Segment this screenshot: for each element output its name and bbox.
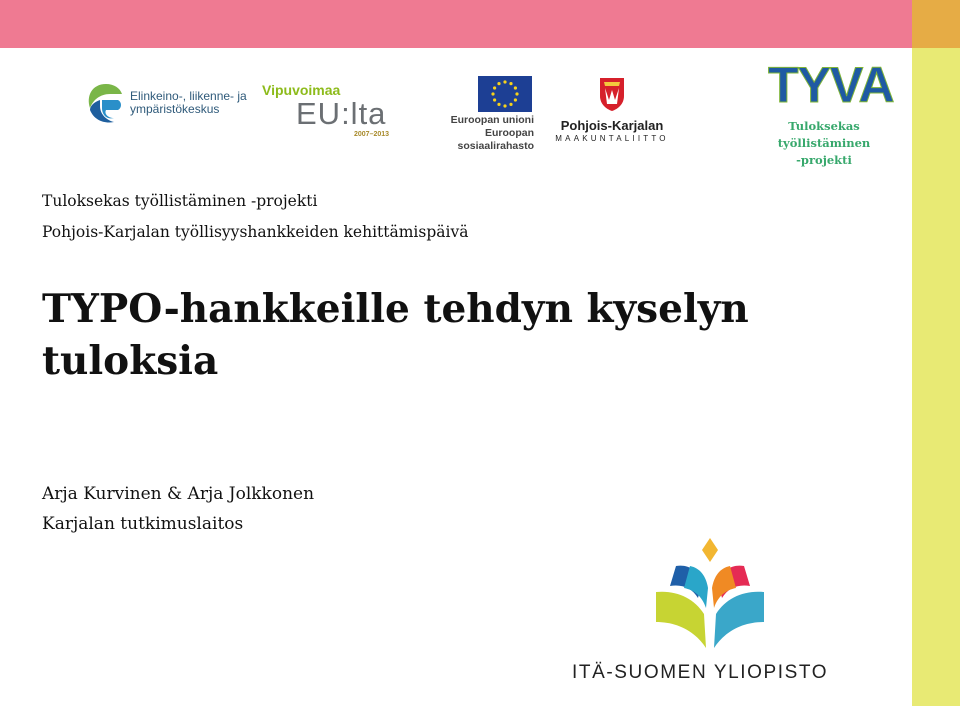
author-names: Arja Kurvinen & Arja Jolkkonen <box>42 484 315 504</box>
pk-subtitle: MAAKUNTALIITTO <box>555 134 669 143</box>
event-name: Pohjois-Karjalan työllisyyshankkeiden kehittämispäivä <box>42 223 469 241</box>
pohjois-karjala-logo <box>550 76 674 146</box>
tyva-line1: Tuloksekas <box>788 119 860 133</box>
eu-line1: Euroopan unioni <box>450 114 534 126</box>
top-corner-decor <box>912 0 960 48</box>
ely-logo <box>84 80 256 128</box>
pk-title: Pohjois-Karjalan <box>560 118 664 133</box>
slide-title: TYPO-hankkeille tehdyn kyselyn tuloksia <box>42 286 749 384</box>
side-decor-bar <box>912 48 960 706</box>
tyva-subtitle <box>766 118 882 169</box>
tyva-line2: työllistäminen <box>777 136 871 150</box>
vipuvoimaa-title: Vipuvoimaa <box>262 82 341 98</box>
top-decor-bar <box>0 0 912 48</box>
project-name: Tuloksekas työllistäminen -projekti <box>42 192 318 210</box>
tyva-title: TYVA <box>768 57 894 113</box>
tyva-line3: -projekti <box>796 153 852 167</box>
eu-flag-icon <box>478 76 532 112</box>
tyva-logo <box>766 57 894 167</box>
vipuvoimaa-logo <box>262 82 412 144</box>
vipuvoimaa-eu: EU:lta <box>296 96 387 131</box>
eu-line2: Euroopan sosiaalirahasto <box>457 127 534 152</box>
ely-emblem-icon <box>84 80 128 126</box>
uef-emblem-icon <box>650 536 770 654</box>
uef-logo-text: ITÄ-SUOMEN YLIOPISTO <box>572 662 829 683</box>
eu-logo-text <box>410 114 534 153</box>
eu-logo <box>410 76 534 152</box>
coat-of-arms-icon <box>599 76 625 112</box>
ely-logo-text: Elinkeino-, liikenne- ja ympäristökeskus <box>130 89 247 116</box>
author-organization: Karjalan tutkimuslaitos <box>42 514 244 534</box>
uef-logo <box>556 536 856 696</box>
vipuvoimaa-years: 2007–2013 <box>354 131 390 138</box>
